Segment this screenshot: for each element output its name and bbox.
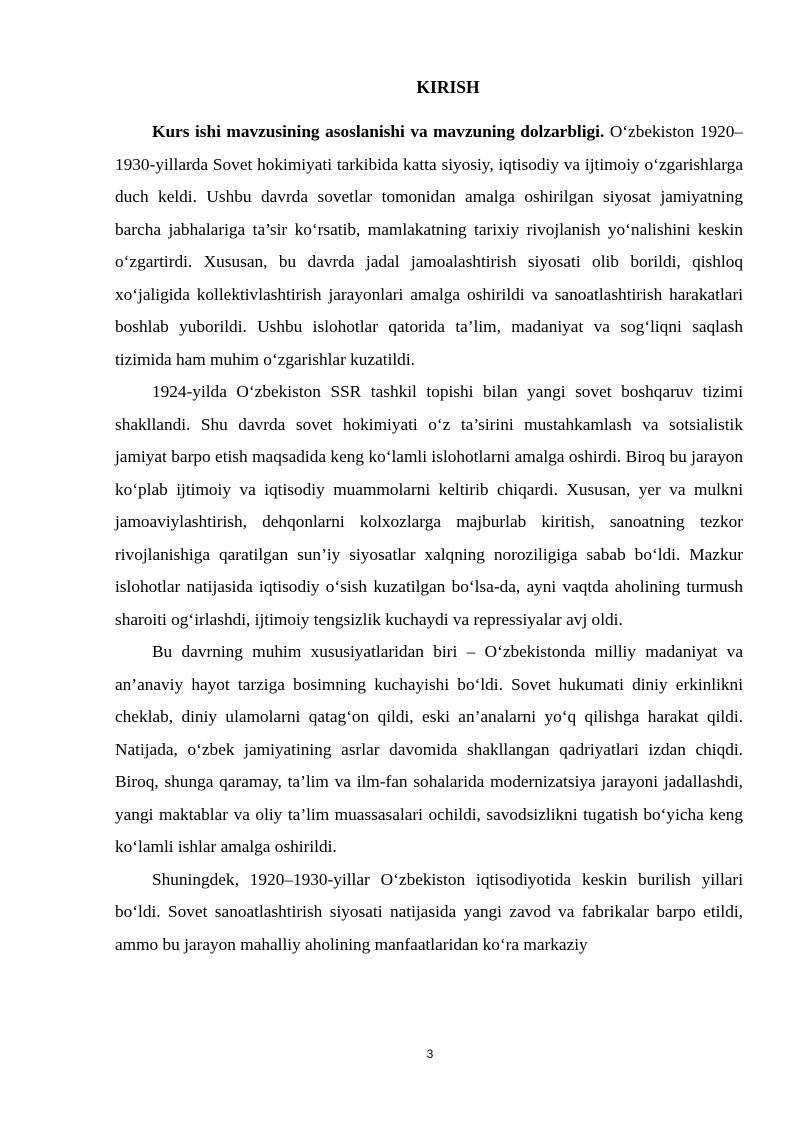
document-body bbox=[115, 116, 743, 961]
paragraph-4: Shuningdek, 1920–1930-yillar O‘zbekiston iqtisodiyotida keskin burilish yillari bo‘ldi. Sovet sanoatlashtirish siyosati natijasida yangi zavod va fabrikalar barpo etildi, ammo bu jarayon mahalliy aholining manfaatlaridan ko‘ra markaziy bbox=[115, 869, 743, 954]
page-number: 3 bbox=[426, 1047, 434, 1061]
paragraph-3: Bu davrning muhim xususiyatlaridan biri – O‘zbekistonda milliy madaniyat va an’anaviy hayot tarziga bosimning kuchayishi bo‘ldi. Sovet hukumati diniy erkinlikni cheklab, diniy ulamolarni qatag‘on qildi, eski an’analarni yo‘q qilishga harakat qildi. Natijada, o‘zbek jamiyatining asrlar davomida shakllangan qadriyatlari izdan chiqdi. Biroq, shunga qaramay, ta’lim va ilm-fan sohalarida modernizatsiya jarayoni jadallashdi, yangi maktablar va oliy ta’lim muassasalari ochildi, savodsizlikni tugatish bo‘yicha keng ko‘lamli ishlar amalga oshirildi. bbox=[115, 642, 743, 856]
paragraph-text: O‘zbekiston 1920–1930-yillarda Sovet hokimiyati tarkibida katta siyosiy, iqtisodiy va ijtimoiy o‘zgarishlarga duch keldi. Ushbu davrda sovetlar tomonidan amalga oshirilgan siyosat jamiyatning barcha jabhalariga ta’sir ko‘rsatib, mamlakatning tarixiy rivojlanish yo‘nalishini keskin o‘zgartirdi. Xususan, bu davrda jadal jamoalashtirish siyosati olib borildi, qishloq xo‘jaligida kollektivlashtirish jarayonlari amalga oshirildi va sanoatlashtirish harakatlari boshlab yuborildi. Ushbu islohotlar qatorida ta’lim, madaniyat va sog‘liqni saqlash tizimida ham muhim o‘zgarishlar kuzatildi. bbox=[115, 122, 744, 369]
paragraph-lead: Kurs ishi mavzusining asoslanishi va mavzuning dolzarbligi. bbox=[152, 122, 605, 141]
page-title: KIRISH bbox=[416, 77, 480, 97]
paragraph-1 bbox=[115, 116, 743, 376]
paragraph-2: 1924-yilda O‘zbekiston SSR tashkil topishi bilan yangi sovet boshqaruv tizimi shakllandi. Shu davrda sovet hokimiyati o‘z ta’sirini mustahkamlash va sotsialistik jamiyat barpo etish maqsadida keng ko‘lamli islohotlarni amalga oshirdi. Biroq bu jarayon ko‘plab ijtimoiy va iqtisodiy muammolarni keltirib chiqardi. Xususan, yer va mulkni jamoaviylashtirish, dehqonlarni kolxozlarga majburlab kiritish, sanoatning tezkor rivojlanishiga qaratilgan sun’iy siyosatlar xalqning noroziligiga sabab bo‘ldi. Mazkur islohotlar natijasida iqtisodiy o‘sish kuzatilgan bo‘lsa-da, ayni vaqtda aholining turmush sharoiti og‘irlashdi, ijtimoiy tengsizlik kuchaydi va repressiyalar avj oldi. bbox=[115, 382, 743, 629]
